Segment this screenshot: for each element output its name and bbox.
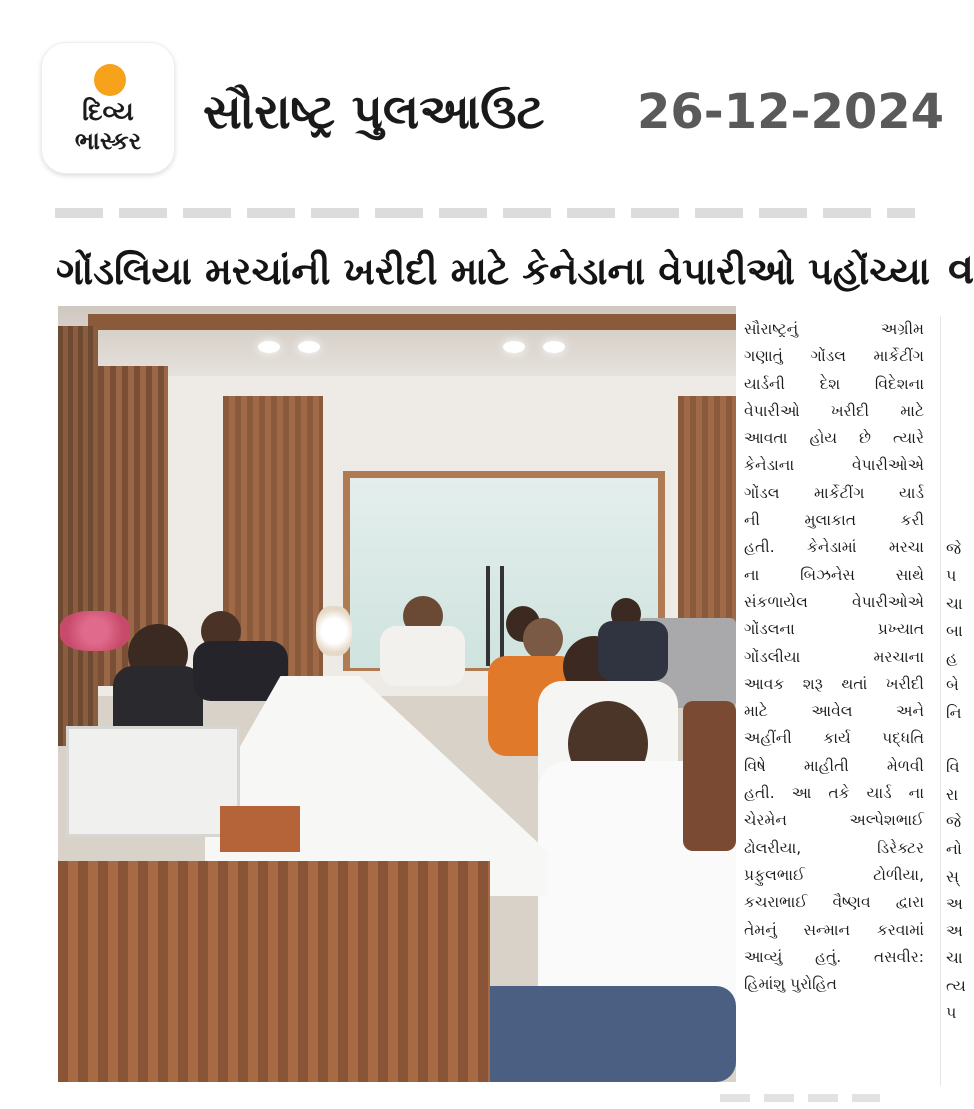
article-line: ની મુલાકાત કરી <box>744 511 924 530</box>
article-line: સંકળાયેલ વેપારીઓએ <box>744 592 924 611</box>
article-line: યાર્ડની દેશ વિદેશના <box>744 374 924 393</box>
article-line: હિમાંશુ પુરોહિત <box>744 975 837 994</box>
adjacent-column-fragment: નો <box>946 839 962 859</box>
article-line: હતી. કેનેડામાં મરચા <box>744 538 924 557</box>
clipped-text-strip-bottom <box>720 1094 880 1102</box>
divya-bhaskar-logo <box>42 43 174 173</box>
adjacent-column-fragment: પ <box>946 1003 957 1023</box>
adjacent-column-fragment <box>946 726 965 753</box>
article-line: કચરાભાઈ વૈષ્ણવ દ્વારા <box>744 893 924 912</box>
article-line: માટે આવેલ અને <box>744 702 924 721</box>
article-line: ગોંડલીયા મરચાના <box>744 647 924 666</box>
article-line: ગોંડલના પ્રખ્યાત <box>744 620 924 639</box>
article-line: ગોંડલ માર્કેટીંગ યાર્ડ <box>744 483 924 502</box>
adjacent-column-fragment: વિ <box>946 757 960 777</box>
adjacent-column-fragment: રા <box>946 784 959 804</box>
edition-date: 26-12-2024 <box>637 84 945 140</box>
adjacent-column-fragment: ત્ય <box>946 975 966 995</box>
article-body <box>744 316 924 998</box>
article-line: આવ્યું હતું. તસવીર: <box>744 947 924 966</box>
article-line: અહીંની કાર્ય પદ્ધતિ <box>744 729 924 748</box>
adjacent-headline-fragment: વ <box>948 244 974 293</box>
meeting-photo <box>58 306 736 1082</box>
article-line: આવતા હોય છે ત્યારે <box>744 429 924 448</box>
article-line: કેનેડાના વેપારીઓએ <box>744 456 924 475</box>
article-line: વેપારીઓ ખરીદી માટે <box>744 401 924 420</box>
adjacent-column-fragment: અ <box>946 921 963 941</box>
article-headline: ગોંડલિયા મરચાંની ખરીદી માટે કેનેડાના વેપારીઓ પહોંચ્યા <box>56 249 931 293</box>
adjacent-column-fragment: પ <box>946 566 957 586</box>
adjacent-column-fragment: અ <box>946 893 963 913</box>
adjacent-column-fragment: નિ <box>946 702 962 722</box>
adjacent-column-fragment: ચા <box>946 948 963 968</box>
logo-text-line1: દિવ્ય <box>82 97 134 127</box>
column-rule <box>940 316 941 1086</box>
logo-text-line2: ભાસ્કર <box>74 127 142 155</box>
sun-icon <box>94 64 126 96</box>
article-line: તેમનું સન્માન કરવામાં <box>744 920 924 939</box>
adjacent-column-text <box>946 535 965 1026</box>
adjacent-column-fragment: બા <box>946 620 963 640</box>
article-line: વિષે માહીતી મેળવી <box>744 756 924 775</box>
article-line: પ્રફુલભાઈ ટોળીયા, <box>744 865 924 884</box>
article-line: સૌરાષ્ટ્રનું અગ્રીમ <box>744 320 924 338</box>
edition-title: સૌરાષ્ટ્ર પુલઆઉટ <box>203 84 545 140</box>
article-line: આવક શરૂ થતાં ખરીદી <box>744 674 924 693</box>
adjacent-column-fragment: ચા <box>946 593 963 613</box>
article-line: ચેરમેન અલ્પેશભાઈ <box>744 811 924 830</box>
adjacent-column-fragment: બે <box>946 675 959 695</box>
article-line: હતી. આ તકે યાર્ડ ના <box>744 784 924 803</box>
adjacent-column-fragment: હ <box>946 648 958 668</box>
clipped-text-strip <box>55 208 915 218</box>
article-line: ના બિઝનેસ સાથે <box>744 565 924 584</box>
adjacent-column-fragment: જે <box>946 811 962 831</box>
adjacent-column-fragment: જે <box>946 539 962 558</box>
article-line: ઢોલરીયા, ડિરેક્ટર <box>744 838 924 857</box>
article-line: ગણાતું ગોંડલ માર્કેટીંગ <box>744 347 924 366</box>
adjacent-column-fragment: સ્ <box>946 866 959 886</box>
